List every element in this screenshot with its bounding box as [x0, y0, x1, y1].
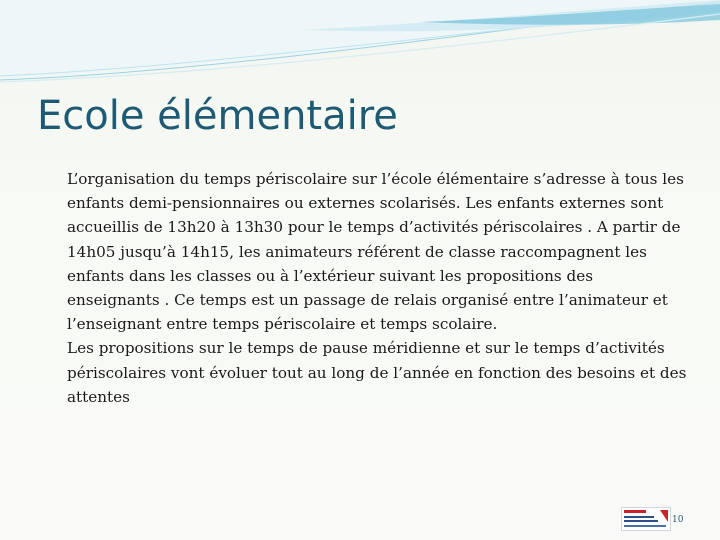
body-paragraph: L’organisation du temps périscolaire sur l’école élémentaire s’adresse à tous les enfants demi-pensionnaires ou externes scolarisés. Les enfants externes sont accueillis de 13h20 à 13h30 pour le temps d’activités périscolaires . A partir de 14h05 jusqu’à 14h15, les animateurs référent de classe raccompagnent les enfants dans les classes ou à l’extérieur suivant les propositions des enseignants . Ce temps est un passage de relais organisé entre l’animateur et l’enseignant entre temps périscolaire et temps scolaire.	[67, 170, 684, 334]
slide-title: Ecole élémentaire	[37, 93, 398, 139]
page-number: 10	[672, 515, 684, 525]
slide-body	[67, 167, 687, 409]
institution-logo-icon	[621, 507, 671, 531]
body-paragraph: Les propositions sur le temps de pause méridienne et sur le temps d’activités périscolaires vont évoluer tout au long de l’année en fonction des besoins et des attentes	[67, 339, 687, 406]
header-wave-decoration	[0, 0, 720, 90]
